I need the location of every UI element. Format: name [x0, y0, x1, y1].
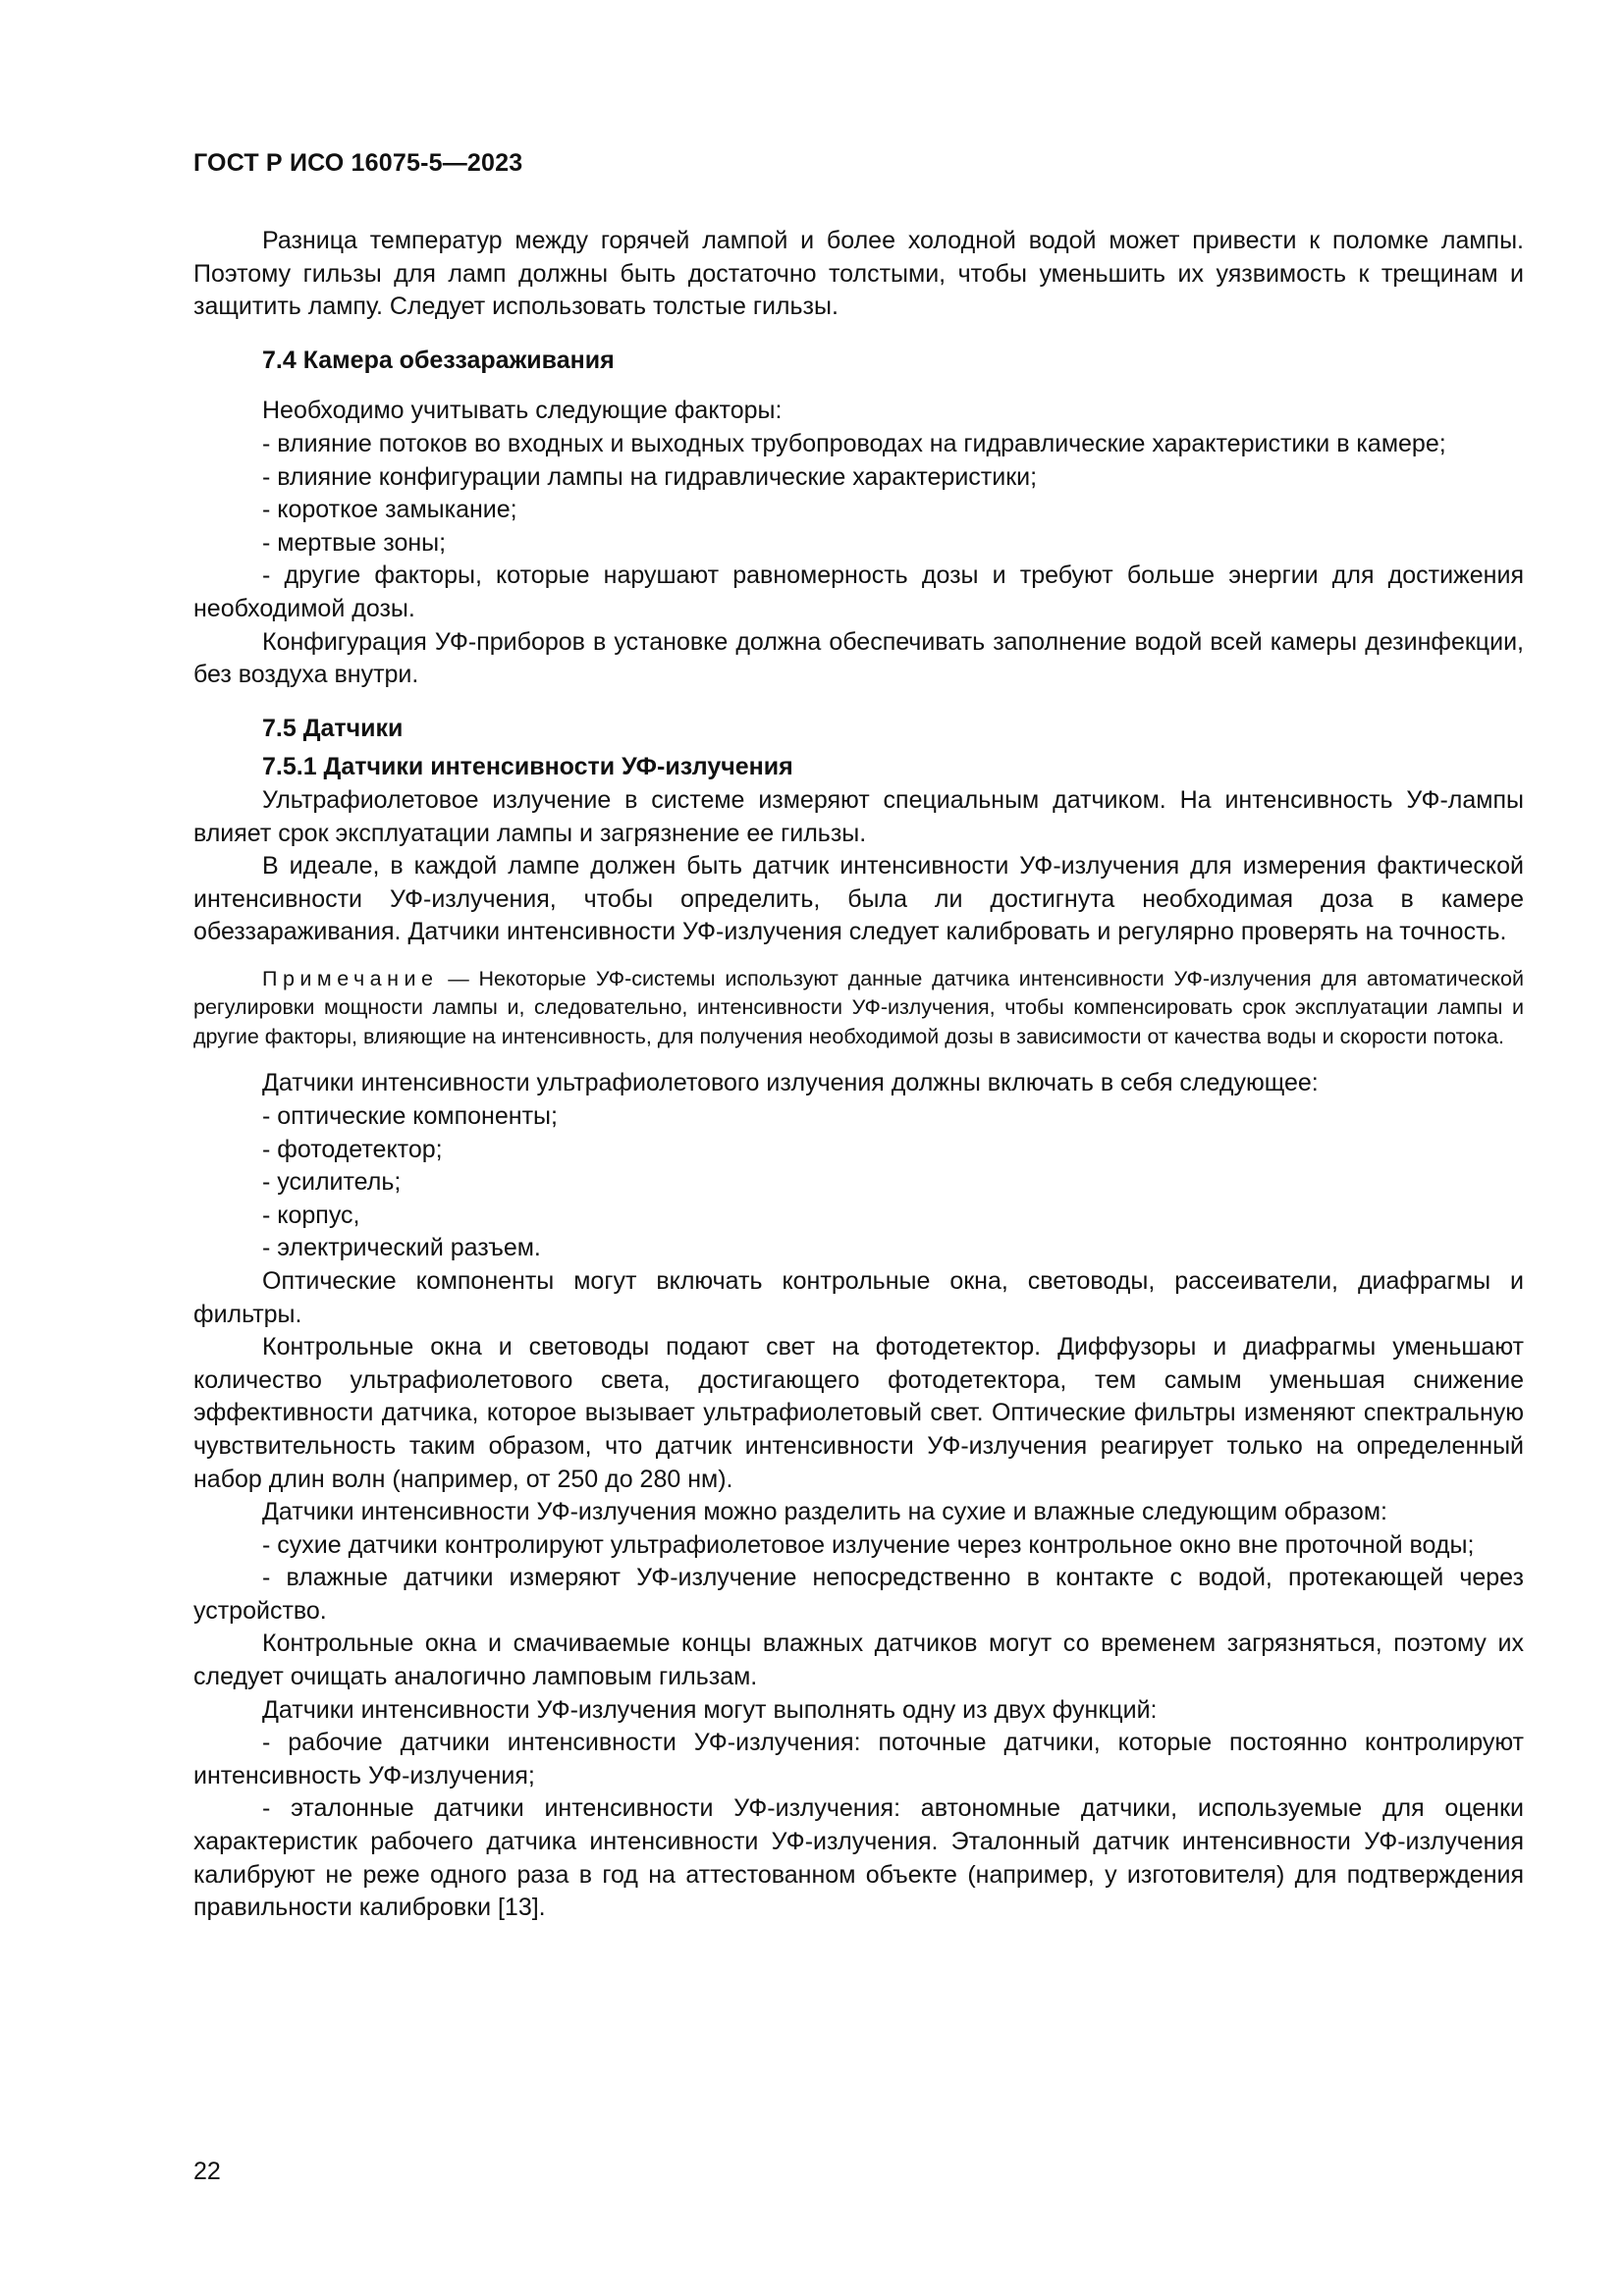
- list-item: - корпус,: [262, 1201, 360, 1229]
- paragraph-ideal-sensor: В идеале, в каждой лампе должен быть датчик интенсивности УФ-излучения для измерения фактической интенсивности УФ-излучения, чтобы определить, была ли достигнута необходимая доза в камере обеззараживания. Датчики интенсивности УФ-излучения следует калибровать и регулярно проверять на точность.: [193, 852, 1524, 946]
- document-body: [193, 225, 1524, 1925]
- subsection-7-5-1-title: 7.5.1 Датчики интенсивности УФ-излучения: [262, 753, 793, 781]
- list-item: - рабочие датчики интенсивности УФ-излучения: поточные датчики, которые постоянно контролируют интенсивность УФ-излучения;: [193, 1729, 1524, 1789]
- section-7-4-closing: Конфигурация УФ-приборов в установке должна обеспечивать заполнение водой всей камеры дезинфекции, без воздуха внутри.: [193, 627, 1524, 689]
- components-lead: Датчики интенсивности ультрафиолетового излучения должны включать в себя следующее:: [262, 1069, 1319, 1097]
- list-item: - фотодетектор;: [262, 1135, 443, 1163]
- list-item: - сухие датчики контролируют ультрафиолетовое излучение через контрольное окно вне проточной воды;: [262, 1530, 1475, 1559]
- document-code-header: ГОСТ Р ИСО 16075-5—2023: [193, 149, 523, 177]
- list-item: - усилитель;: [262, 1168, 402, 1197]
- paragraph-cleaning: Контрольные окна и смачиваемые концы влажных датчиков могут со временем загрязняться, поэтому их следует очищать аналогично ламповым гильзам.: [193, 1629, 1524, 1691]
- note-text: — Некоторые УФ-системы используют данные датчика интенсивности УФ-излучения для автоматической регулировки мощности лампы и, следовательно, интенсивности УФ-излучения, чтобы компенсировать срок эксплуатации лампы и другие факторы, влияющие на интенсивность, для получения необходимой дозы в зависимости от качества воды и скорости потока.: [193, 966, 1524, 1048]
- paragraph-windows-lightguides: Контрольные окна и световоды подают свет на фотодетектор. Диффузоры и диафрагмы уменьшают количество ультрафиолетового света, достигающего фотодетектора, тем самым уменьшая снижение эффективности датчика, которое вызывает ультрафиолетовый свет. Оптические фильтры изменяют спектральную чувствительность таким образом, что датчик интенсивности УФ-излучения реагирует только на определенный набор длин волн (например, от 250 до 280 нм).: [193, 1333, 1524, 1493]
- dry-wet-lead: Датчики интенсивности УФ-излучения можно разделить на сухие и влажные следующим образом:: [262, 1498, 1387, 1526]
- list-item: - другие факторы, которые нарушают равномерность дозы и требуют больше энергии для достижения необходимой дозы.: [193, 561, 1524, 622]
- note-block: [193, 965, 1524, 1052]
- list-item: - влияние конфигурации лампы на гидравлические характеристики;: [262, 462, 1038, 491]
- section-7-4-lead: Необходимо учитывать следующие факторы:: [262, 397, 783, 425]
- list-item: - оптические компоненты;: [262, 1101, 558, 1130]
- page-number: 22: [193, 2158, 221, 2185]
- paragraph-optical-components: Оптические компоненты могут включать контрольные окна, световоды, рассеиватели, диафрагмы и фильтры.: [193, 1266, 1524, 1328]
- list-item: - мертвые зоны;: [262, 528, 447, 557]
- list-item: - эталонные датчики интенсивности УФ-излучения: автономные датчики, используемые для оценки характеристик рабочего датчика интенсивности УФ-излучения. Эталонный датчик интенсивности УФ-излучения калибруют не реже одного раза в год на аттестованном объекте (например, у изготовителя) для подтверждения правильности калибровки [13].: [193, 1794, 1524, 1922]
- paragraph-uv-measurement: Ультрафиолетовое излучение в системе измеряют специальным датчиком. На интенсивность УФ-лампы влияет срок эксплуатации лампы и загрязнение ее гильзы.: [193, 785, 1524, 847]
- functions-lead: Датчики интенсивности УФ-излучения могут выполнять одну из двух функций:: [262, 1695, 1158, 1724]
- intro-paragraph: Разница температур между горячей лампой и более холодной водой может привести к поломке лампы. Поэтому гильзы для ламп должны быть достаточно толстыми, чтобы уменьшить их уязвимость к трещинам и защитить лампу. Следует использовать толстые гильзы.: [193, 227, 1524, 321]
- list-item: - электрический разъем.: [262, 1234, 541, 1262]
- list-item: - влажные датчики измеряют УФ-излучение непосредственно в контакте с водой, протекающей через устройство.: [193, 1564, 1524, 1625]
- section-7-5-title: 7.5 Датчики: [262, 714, 404, 742]
- list-item: - короткое замыкание;: [262, 496, 517, 524]
- note-label: Примечание: [262, 966, 439, 990]
- section-7-4-title: 7.4 Камера обеззараживания: [262, 346, 615, 374]
- list-item: - влияние потоков во входных и выходных трубопроводах на гидравлические характеристики в камере;: [262, 429, 1446, 457]
